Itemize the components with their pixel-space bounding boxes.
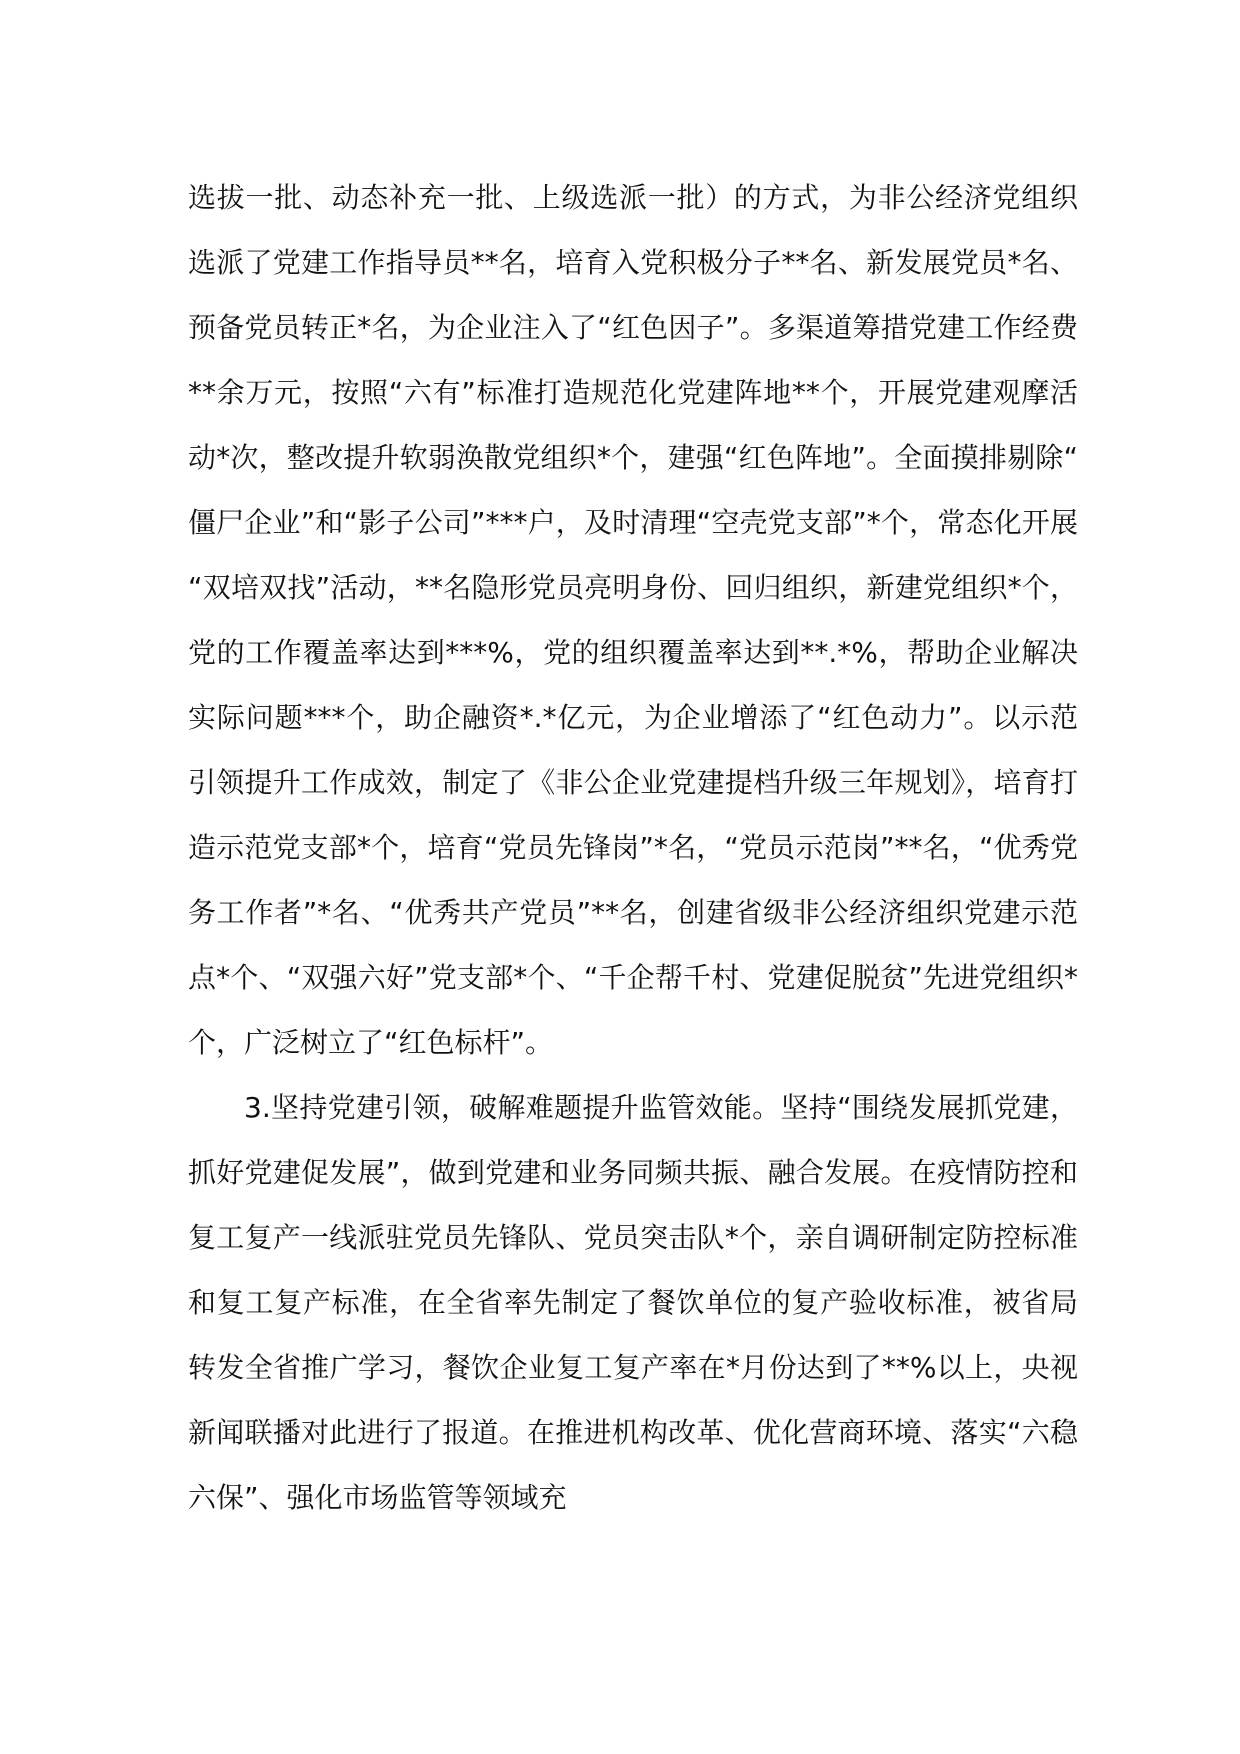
document-page (188, 165, 1078, 1530)
body-paragraph-1: 选拔一批、动态补充一批、上级选派一批）的方式，为非公经济党组织选派了党建工作指导员**名，培育入党积极分子**名、新发展党员*名、预备党员转正*名，为企业注入了“红色因子”。多渠道筹措党建工作经费**余万元，按照“六有”标准打造规范化党建阵地**个，开展党建观摩活动*次，整改提升软弱涣散党组织*个，建强“红色阵地”。全面摸排剔除“僵尸企业”和“影子公司”***户，及时清理“空壳党支部”*个，常态化开展“双培双找”活动，**名隐形党员亮明身份、回归组织，新建党组织*个，党的工作覆盖率达到***%，党的组织覆盖率达到**.*%，帮助企业解决实际问题***个，助企融资*.*亿元，为企业增添了“红色动力”。以示范引领提升工作成效，制定了《非公企业党建提档升级三年规划》，培育打造示范党支部*个，培育“党员先锋岗”*名，“党员示范岗”**名，“优秀党务工作者”*名、“优秀共产党员”**名，创建省级非公经济组织党建示范点*个、“双强六好”党支部*个、“千企帮千村、党建促脱贫”先进党组织*个，广泛树立了“红色标杆”。 (188, 181, 1078, 1059)
body-paragraph-2: 3.坚持党建引领，破解难题提升监管效能。坚持“围绕发展抓党建，抓好党建促发展”，做到党建和业务同频共振、融合发展。在疫情防控和复工复产一线派驻党员先锋队、党员突击队*个，亲自调研制定防控标准和复工复产标准，在全省率先制定了餐饮单位的复产验收标准，被省局转发全省推广学习，餐饮企业复工复产率在*月份达到了**%以上，央视新闻联播对此进行了报道。在推进机构改革、优化营商环境、落实“六稳六保”、强化市场监管等领域充 (188, 1091, 1078, 1514)
